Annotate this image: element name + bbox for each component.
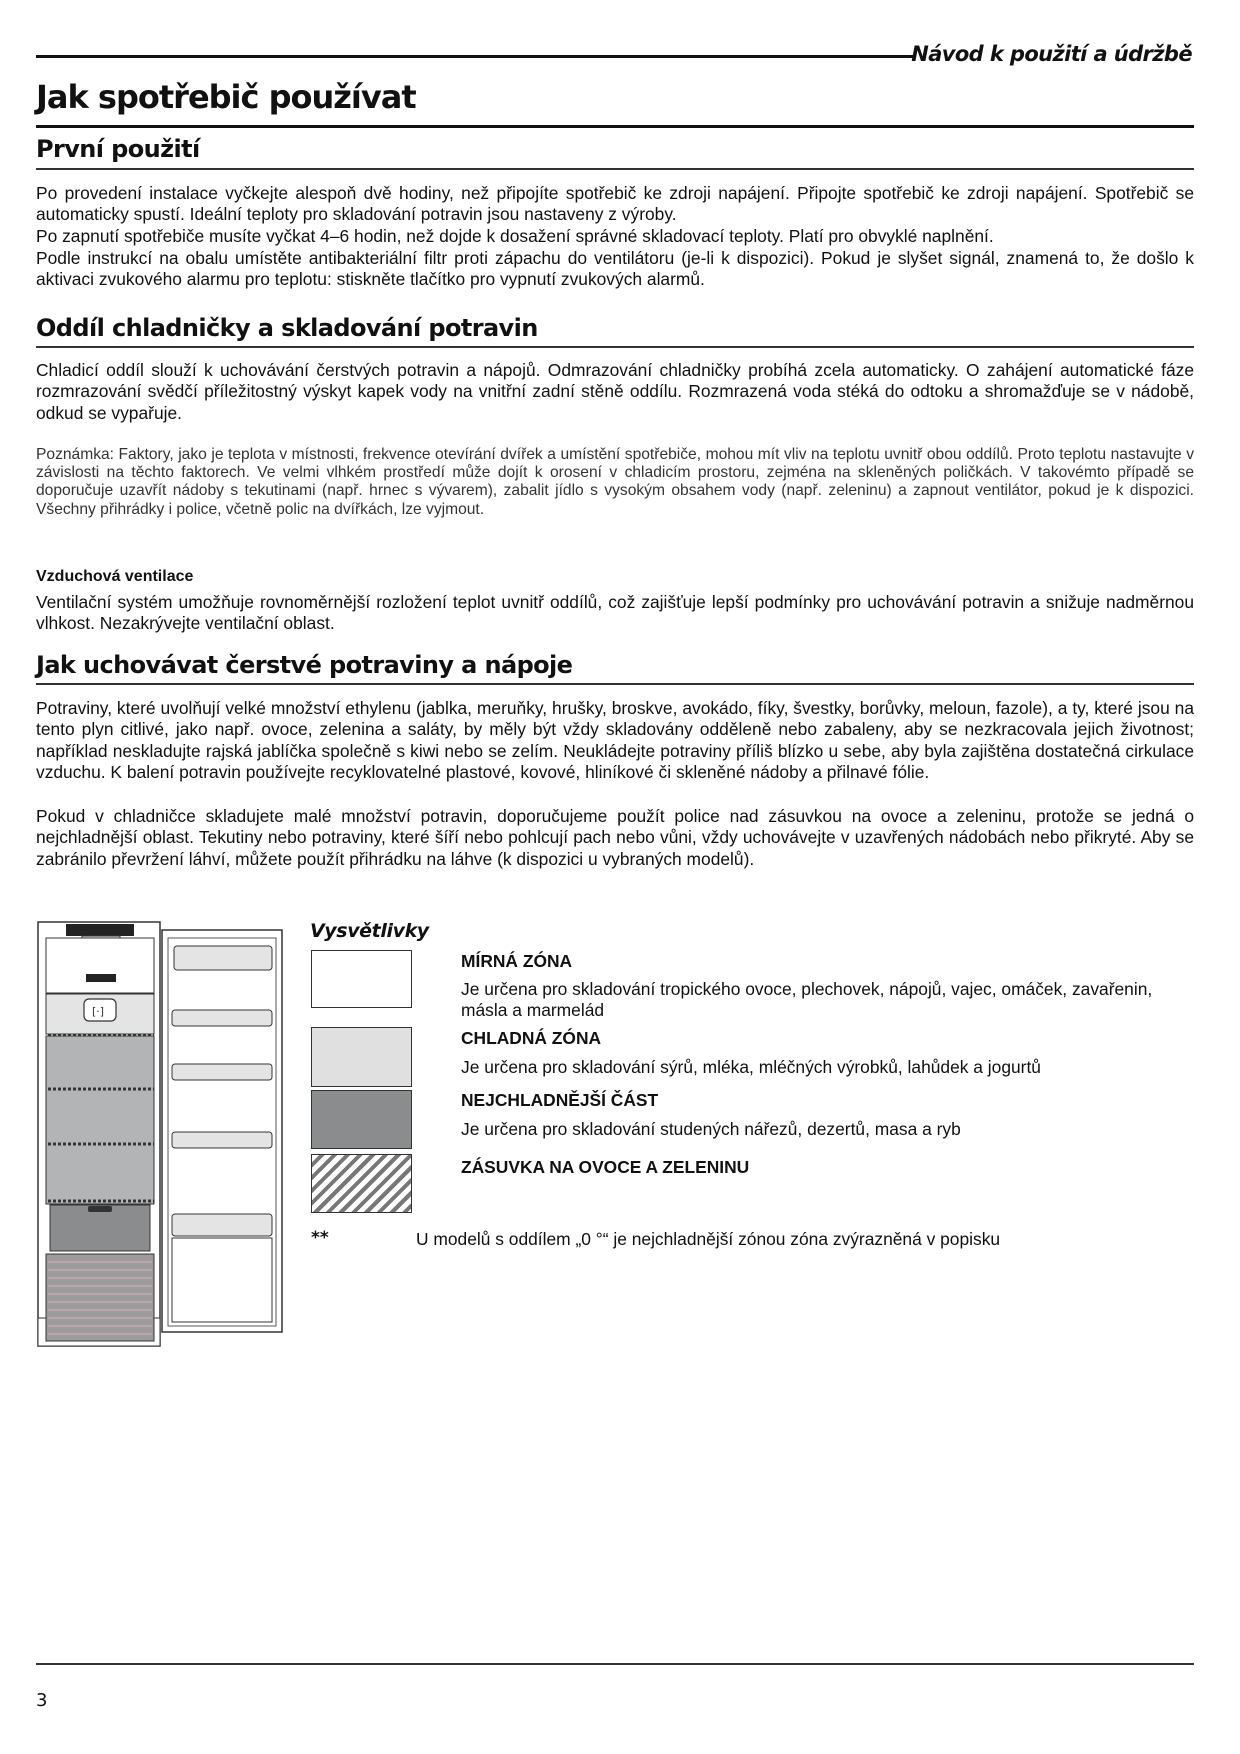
paragraph: Potraviny, které uvolňují velké množství ethylenu (jablka, meruňky, hrušky, broskve, avokádo, fíky, švestky, borůvky, meloun, fazole), a ty, které jsou na tento plyn citlivé, jako např. ovoce, zelenina a saláty, by měly být vždy skladovány odděleně nebo zabaleny, aby se nezkracovala jejich životnost; například neskladujte rajská jablíčka společně s kiwi nebo se zelím. Neukládejte potraviny příliš blízko u sebe, aby byla zajištěna dostatečná cirkulace vzduchu. K balení potravin používejte recyklovatelné plastové, kovové, hliníkové či skleněné nádoby a přilnavé fólie. xyxy=(36,698,1194,783)
legend-zone-title: CHLADNÁ ZÓNA xyxy=(461,1028,602,1048)
legend-swatch-mild-zone xyxy=(311,950,412,1008)
paragraph: Podle instrukcí na obalu umístěte antibakteriální filtr proti zápachu do ventilátoru (je-li k dispozici). Pokud je slyšet signál, znamená to, že došlo k aktivaci zvukového alarmu pro teplotu: stiskněte tlačítko pro vypnutí zvukových alarmů. xyxy=(36,248,1194,290)
section-heading-fridge-compartment: Oddíl chladničky a skladování potravin xyxy=(36,314,538,342)
paragraph: Pokud v chladničce skladujete malé množství potravin, doporučujeme použít police nad zásuvkou na ovoce a zeleninu, protože se jedná o nejchladnější oblast. Tekutiny nebo potraviny, které šíří nebo pohlcují pach nebo vůni, vždy uchovávejte v uzavřených nádobách nebo přikryté. Aby se zabránilo převržení láhví, můžete použít přihrádku na láhve (k dispozici u vybraných modelů). xyxy=(36,806,1194,869)
page-number: 3 xyxy=(36,1690,48,1711)
section-heading-first-use: První použití xyxy=(36,135,200,163)
section-rule xyxy=(36,168,1194,170)
title-rule xyxy=(36,125,1194,128)
footnote-mark: ** xyxy=(311,1228,329,1248)
footer-rule xyxy=(36,1663,1194,1665)
fridge-illustration-icon xyxy=(36,918,284,1350)
document-title: Návod k použití a údržbě xyxy=(911,42,1192,66)
svg-text:[·]: [·] xyxy=(92,1005,105,1018)
footnote-text: U modelů s oddílem „0 °“ je nejchladnější zónou zóna zvýrazněná v popisku xyxy=(416,1229,1001,1249)
legend-title: Vysvětlivky xyxy=(310,920,429,942)
section-rule xyxy=(36,346,1194,348)
header-rule xyxy=(36,55,914,58)
paragraph: Chladicí oddíl slouží k uchovávání čerstvých potravin a nápojů. Odmrazování chladničky probíhá zcela automaticky. O zahájení automatické fáze rozmrazování svědčí příležitostný výskyt kapek vody na vnitřní zadní stěně oddílu. Rozmrazená voda stéká do odtoku a shromažďuje se v nádobě, odkud se vypařuje. xyxy=(36,360,1194,423)
fridge-diagram xyxy=(36,918,284,1350)
paragraph: Ventilační systém umožňuje rovnoměrnější rozložení teplot uvnitř oddílů, což zajišťuje lepší podmínky pro uchovávání potravin a snižuje nadměrnou vlhkost. Nezakrývejte ventilační oblast. xyxy=(36,592,1194,634)
legend-zone-title: MÍRNÁ ZÓNA xyxy=(461,951,573,971)
section-heading-fresh-food: Jak uchovávat čerstvé potraviny a nápoje xyxy=(36,651,573,679)
legend-zone-desc: Je určena pro skladování sýrů, mléka, mléčných výrobků, lahůdek a jogurtů xyxy=(461,1057,1041,1077)
section-rule xyxy=(36,683,1194,685)
note-paragraph: Poznámka: Faktory, jako je teplota v místnosti, frekvence otevírání dvířek a umístění spotřebiče, mohou mít vliv na teplotu uvnitř obou oddílů. Proto teplotu nastavujte v závislosti na těchto faktorech. Ve velmi vlhkém prostředí může dojít k orosení v chladicím prostoru, zejména na skleněných poličkách. V takovémto případě se doporučuje uzavřít nádoby s tekutinami (např. hrnec s vývarem), zabalit jídlo s vysokým obsahem vody (např. zeleninu) a zapnout ventilátor, pokud je k dispozici. Všechny přihrádky i police, včetně polic na dvířkách, lze vyjmout. xyxy=(36,446,1194,518)
legend-zone-desc: Je určena pro skladování studených nářezů, dezertů, masa a ryb xyxy=(461,1119,961,1139)
legend-zone-title: NEJCHLADNĚJŠÍ ČÁST xyxy=(461,1090,659,1110)
legend-swatch-crisper-drawer xyxy=(311,1154,412,1213)
page-title: Jak spotřebič používat xyxy=(36,78,416,116)
paragraph: Po zapnutí spotřebiče musíte vyčkat 4–6 hodin, než dojde k dosažení správné skladovací teploty. Platí pro obvyklé naplnění. xyxy=(36,226,994,246)
legend-zone-title: ZÁSUVKA NA OVOCE A ZELENINU xyxy=(461,1157,750,1177)
paragraph: Po provedení instalace vyčkejte alespoň dvě hodiny, než připojíte spotřebič ke zdroji napájení. Připojte spotřebič ke zdroji napájení. Spotřebič se automaticky spustí. Ideální teploty pro skladování potravin jsou nastaveny z výroby. xyxy=(36,183,1194,225)
legend-swatch-coldest-zone xyxy=(311,1090,412,1149)
legend-zone-desc: Je určena pro skladování tropického ovoce, plechovek, nápojů, vajec, omáček, zavařenin, másla a marmelád xyxy=(461,979,1153,1021)
ventilation-heading: Vzduchová ventilace xyxy=(36,568,194,585)
legend-swatch-cool-zone xyxy=(311,1027,412,1087)
